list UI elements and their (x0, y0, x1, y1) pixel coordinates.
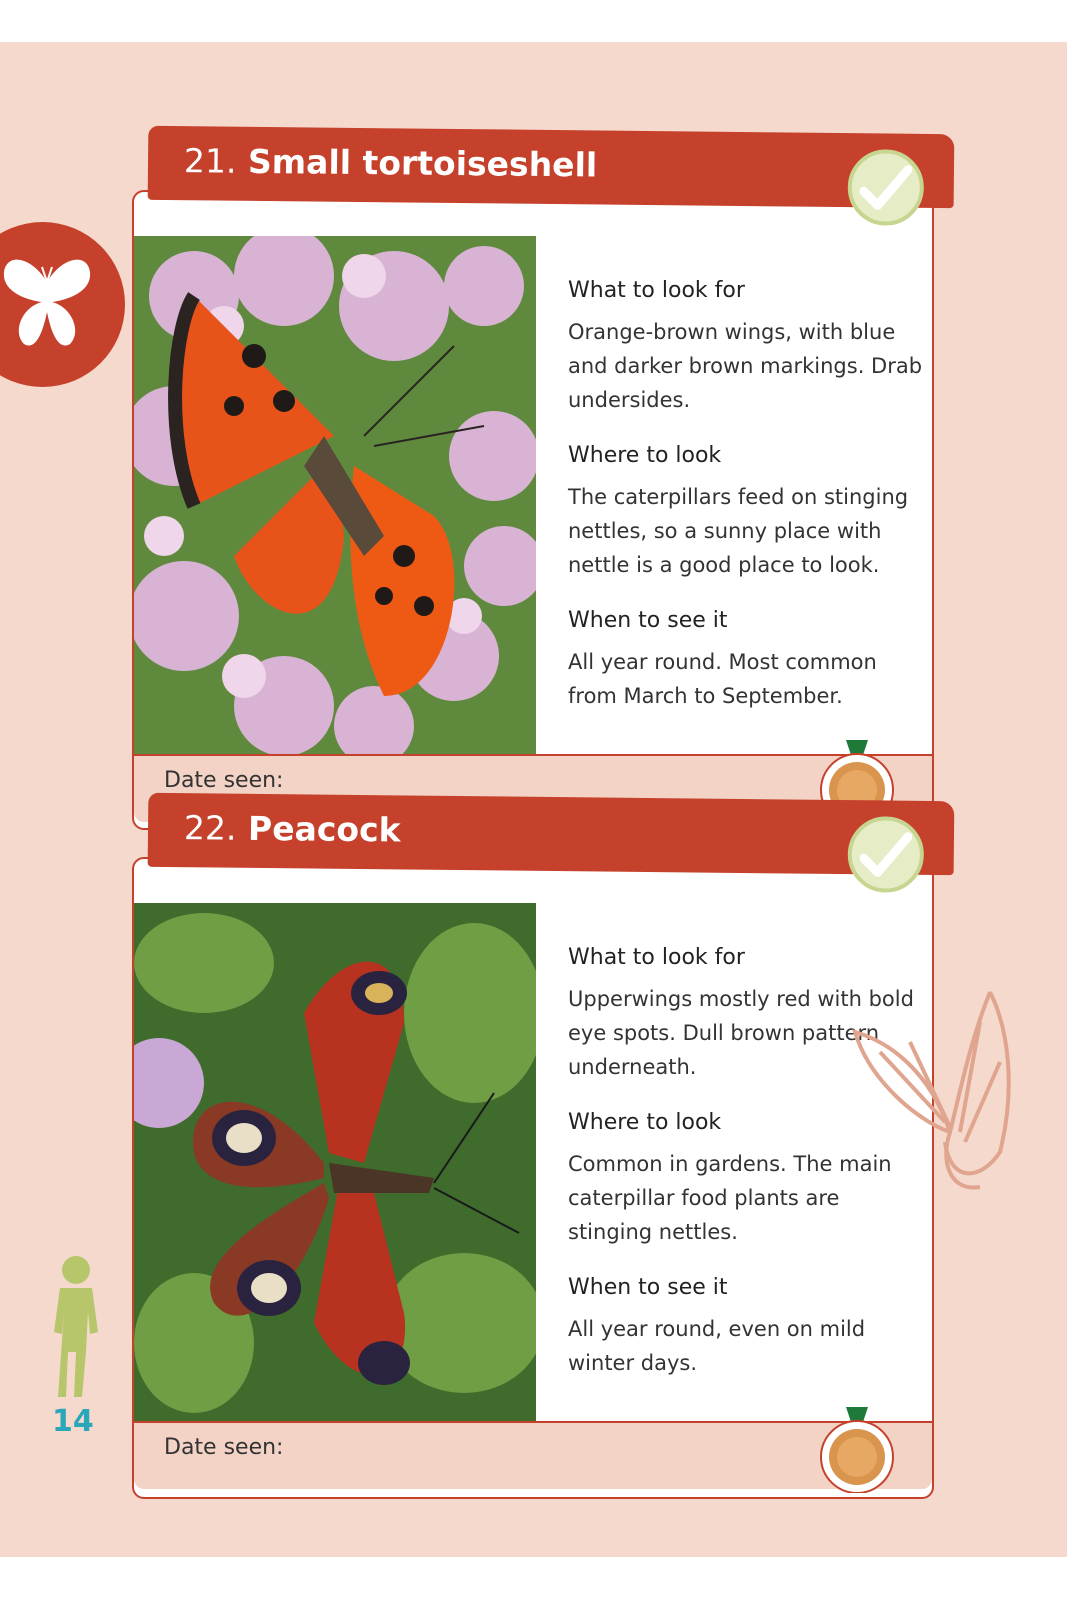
where-text: Common in gardens. The main caterpillar food plants are stinging nettles. (568, 1152, 892, 1244)
look-for-text: Upperwings mostly red with bold eye spots. Dull brown pattern underneath. (568, 987, 914, 1079)
when-heading: When to see it (568, 1275, 728, 1300)
when-heading: When to see it (568, 608, 728, 633)
card-title (184, 141, 598, 184)
medal-icon (816, 1407, 898, 1493)
when-text: All year round. Most common from March to September. (568, 650, 877, 708)
card-header (148, 793, 955, 875)
look-for-heading: What to look for (568, 945, 745, 970)
card-name: Small tortoiseshell (247, 141, 598, 185)
card-title (184, 808, 401, 849)
check-icon (860, 830, 913, 881)
check-icon (860, 163, 913, 214)
card-number: 21. (183, 141, 237, 181)
where-heading: Where to look (568, 443, 722, 468)
card-header (148, 126, 955, 208)
butterfly-photo (134, 903, 536, 1423)
child-figure-icon (46, 1252, 106, 1402)
date-seen-label: Date seen: (164, 768, 284, 793)
page-number: 14 (52, 1404, 94, 1439)
species-card-small-tortoiseshell (132, 130, 954, 830)
where-text: The caterpillars feed on stinging nettles, so a sunny place with nettle is a good place to look. (568, 485, 909, 577)
card-name: Peacock (247, 808, 401, 850)
date-seen-label: Date seen: (164, 1435, 284, 1460)
species-card-peacock (132, 797, 954, 1499)
look-for-heading: What to look for (568, 278, 745, 303)
when-text: All year round, even on mild winter days. (568, 1317, 866, 1375)
card-number: 22. (183, 808, 237, 848)
butterfly-icon (2, 252, 92, 352)
species-info (568, 278, 928, 739)
seen-checkbox[interactable] (847, 149, 924, 226)
decorative-butterfly-icon (850, 982, 1020, 1202)
seen-checkbox[interactable] (847, 816, 924, 893)
where-heading: Where to look (568, 1110, 722, 1135)
look-for-text: Orange-brown wings, with blue and darker brown markings. Drab undersides. (568, 320, 923, 412)
section-tab (0, 222, 125, 387)
page (0, 42, 1067, 1557)
butterfly-photo (134, 236, 536, 756)
date-seen-field[interactable] (134, 1421, 932, 1489)
